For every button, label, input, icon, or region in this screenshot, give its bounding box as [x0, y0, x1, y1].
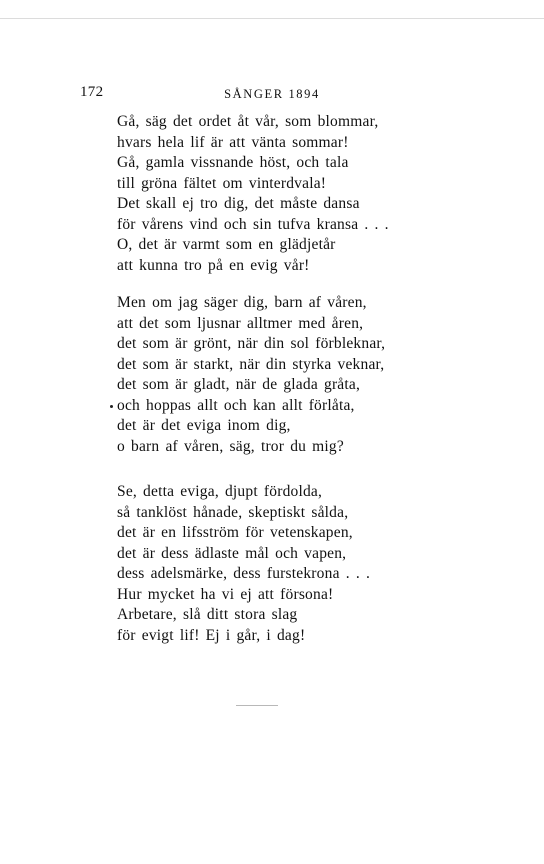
poem-line: Det skall ej tro dig, det måste dansa — [117, 195, 360, 212]
poem-stanza-3 — [117, 482, 370, 646]
poem-line: det som är grönt, när din sol förbleknar, — [117, 335, 386, 352]
poem-line: hvars hela lif är att vänta sommar! — [117, 133, 349, 151]
poem-line: O, det är varmt som en glädjetår — [117, 236, 336, 253]
poem-line: att kunna tro på en evig vår! — [117, 256, 310, 274]
poem-line: Arbetare, slå ditt stora slag — [117, 606, 298, 623]
poem-line: det som är starkt, när din styrka veknar, — [117, 355, 385, 373]
poem-line: Gå, gamla vissnande höst, och tala — [117, 154, 349, 171]
poem-line: det är det eviga inom dig, — [117, 417, 291, 434]
poem-line: till gröna fältet om vinterdvala! — [117, 174, 327, 192]
poem-line: Hur mycket ha vi ej att försona! — [117, 585, 334, 603]
scan-edge-line — [0, 18, 544, 21]
poem-line: för vårens vind och sin tufva kransa . . . — [117, 215, 389, 233]
poem-line: att det som ljusnar alltmer med åren, — [117, 314, 364, 332]
poem-line: Men om jag säger dig, barn af våren, — [117, 294, 367, 311]
bottom-rule — [236, 705, 278, 706]
page-number: 172 — [80, 84, 104, 100]
poem-line: Gå, säg det ordet åt vår, som blommar, — [117, 113, 379, 130]
poem-stanza-2 — [117, 293, 385, 457]
poem-line: Se, detta eviga, djupt fördolda, — [117, 483, 323, 500]
poem-line: så tanklöst hånade, skeptiskt sålda, — [117, 503, 349, 521]
poem-line: det är dess ädlaste mål och vapen, — [117, 544, 347, 562]
poem-line: dess adelsmärke, dess furstekrona . . . — [117, 565, 371, 582]
poem-line: det som är gladt, när de glada gråta, — [117, 376, 361, 393]
poem-line: och hoppas allt och kan allt förlåta, — [117, 396, 355, 414]
running-head: SÅNGER 1894 — [224, 87, 320, 101]
poem-line: det är en lifsström för vetenskapen, — [117, 524, 353, 541]
margin-mark — [110, 405, 113, 408]
poem-stanza-1 — [117, 112, 389, 276]
poem-line: för evigt lif! Ej i går, i dag! — [117, 626, 306, 644]
poem-line: o barn af våren, säg, tror du mig? — [117, 437, 344, 455]
